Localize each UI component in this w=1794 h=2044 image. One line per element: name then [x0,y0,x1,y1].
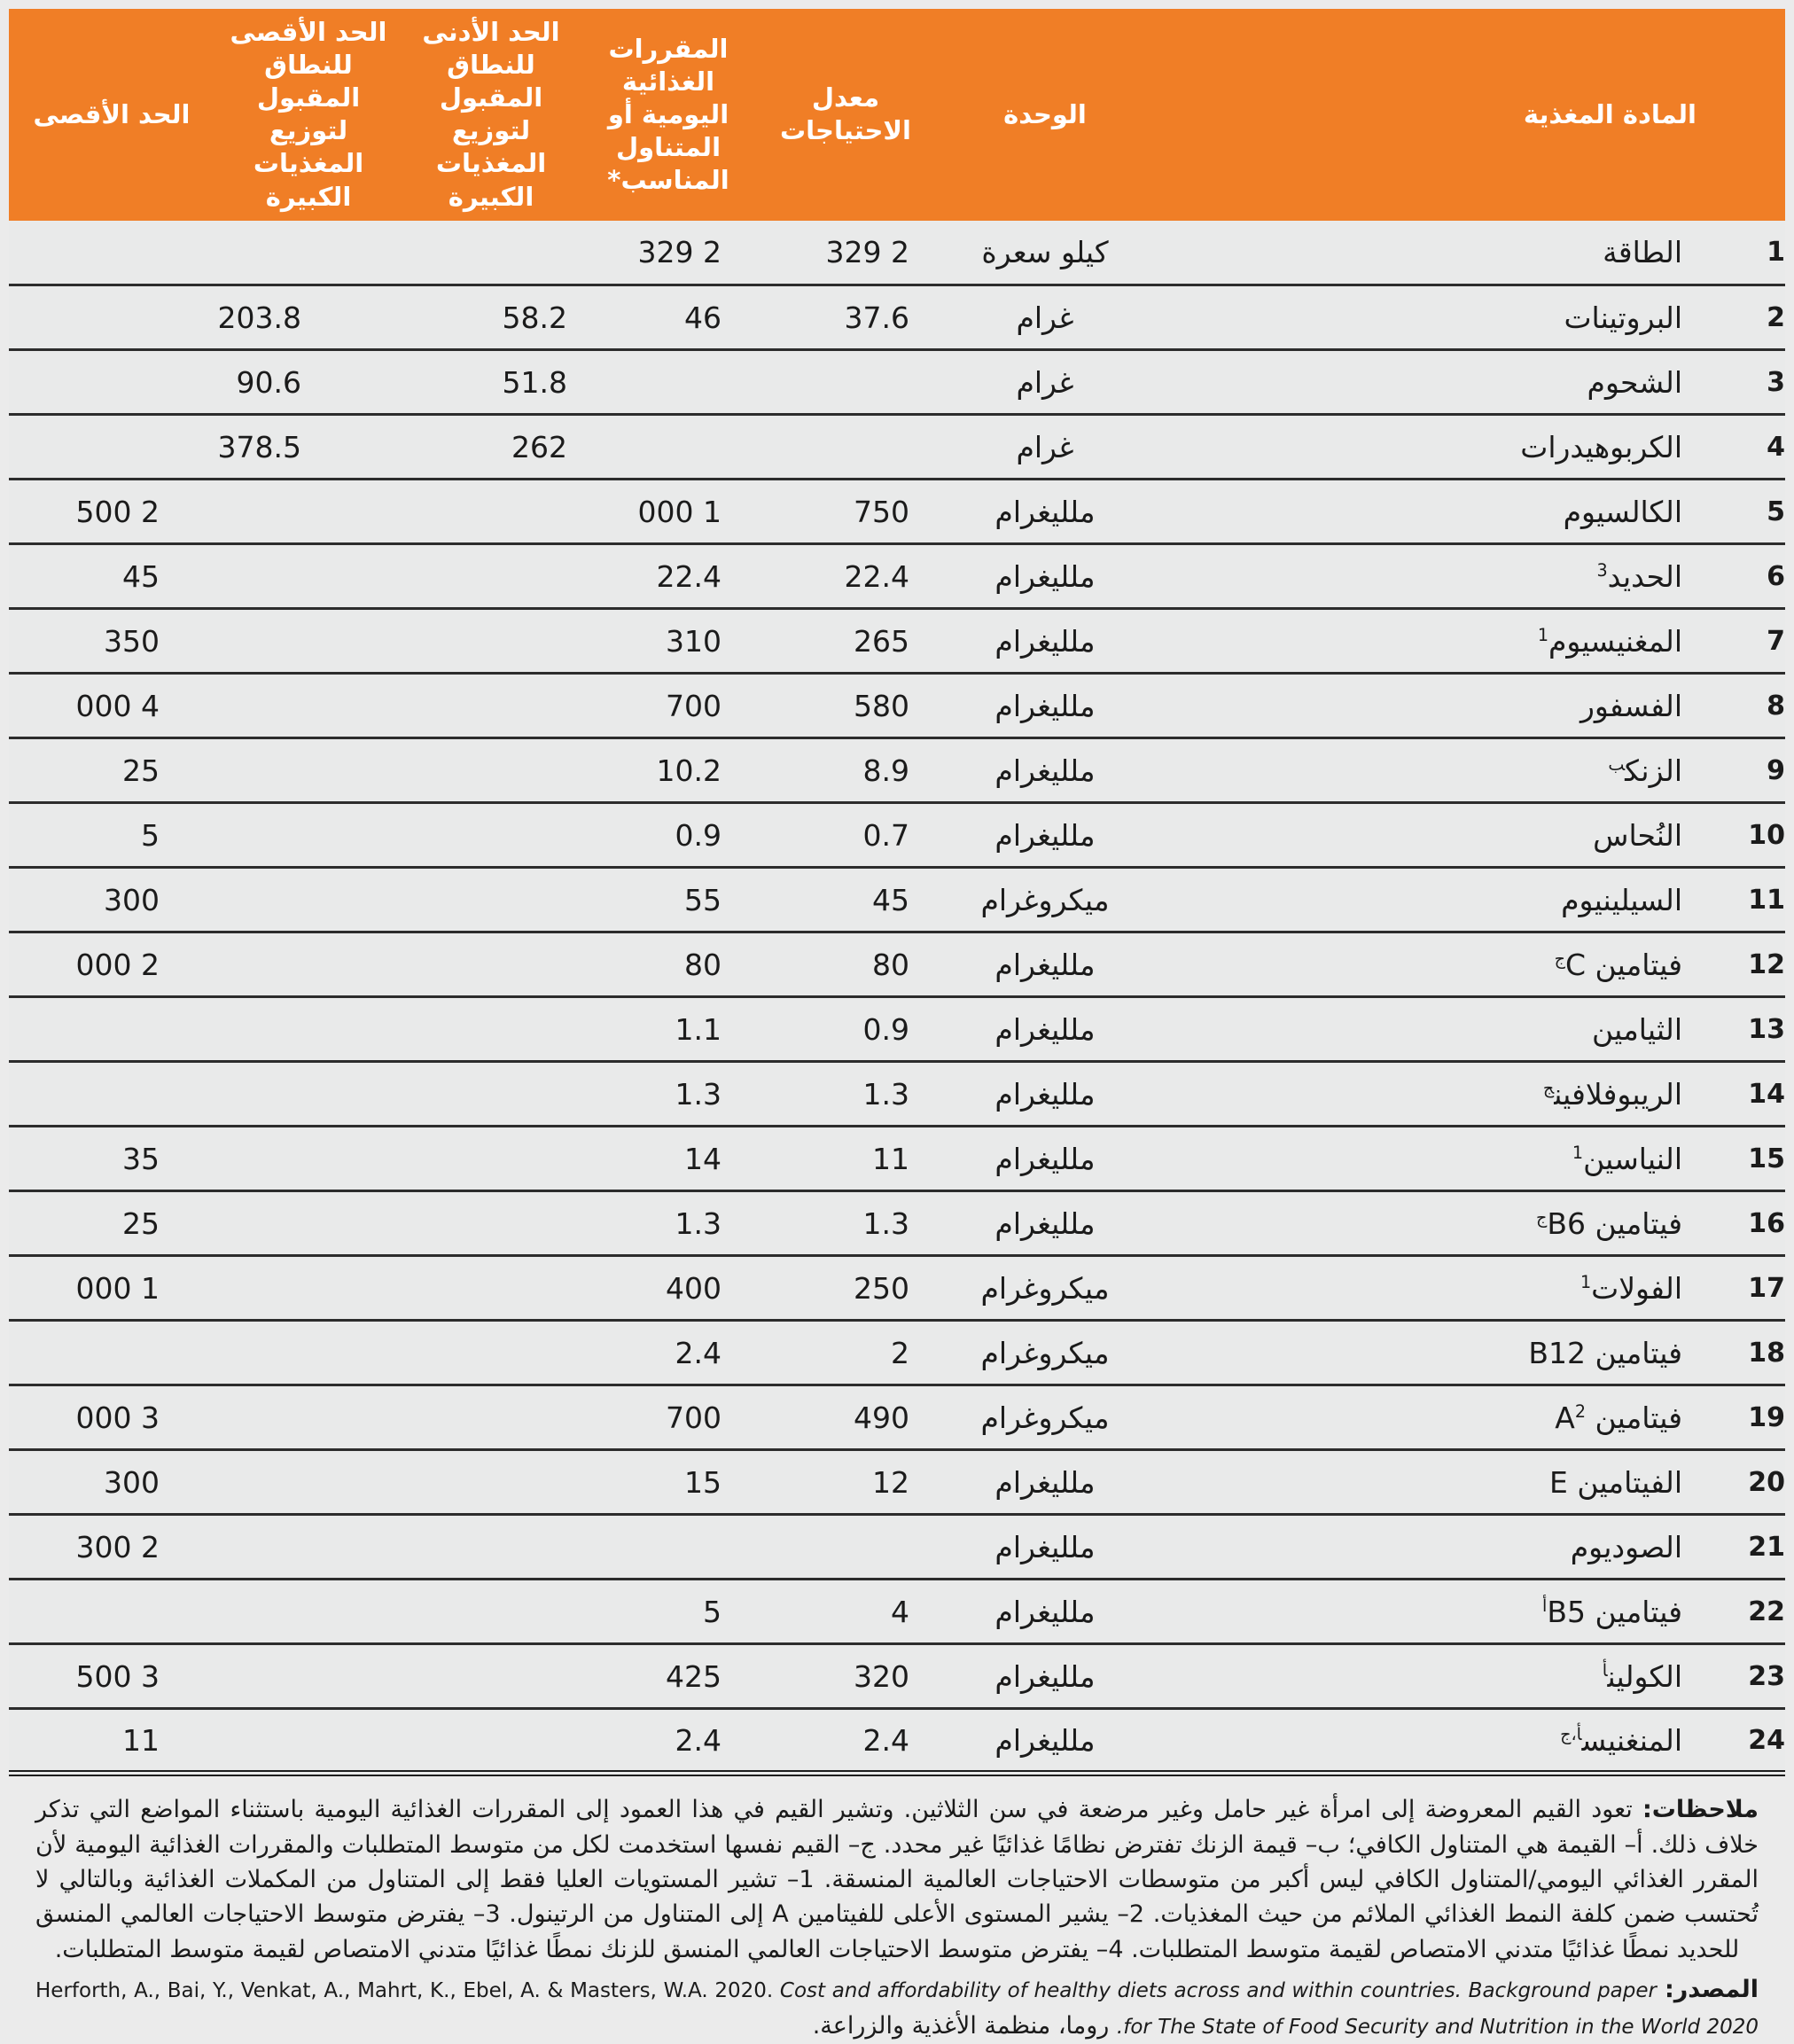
nutrient-name: الريبوفلافين [1554,1076,1682,1112]
nutrient-name-cell [1156,997,1705,1062]
unit-cell: ملليغرام [934,803,1156,868]
recommended-allowance-cell: 15 [580,1450,757,1515]
nutrient-name-cell [1156,738,1705,803]
table-row [9,1062,1785,1127]
recommended-allowance-cell: 400 [580,1256,757,1321]
unit-cell: ميكروغرام [934,868,1156,932]
amdr-upper-limit-cell [214,803,402,868]
column-header-upper-limit: الحد الأقصى [9,9,214,221]
nutrient-footnote-superscript: ب [1608,753,1626,775]
recommended-allowance-cell: 1.3 [580,1062,757,1127]
amdr-upper-limit-cell: 378.5 [214,415,402,480]
table-row [9,350,1785,415]
upper-limit-cell: 2 000 [9,932,214,997]
table-body [9,221,1785,1774]
report-table-page [9,9,1785,2044]
table-row [9,803,1785,868]
amdr-upper-limit-cell [214,1580,402,1644]
upper-limit-cell: 2 500 [9,480,214,544]
average-requirement-cell: 37.6 [757,285,934,350]
table-source [35,1972,1759,2044]
average-requirement-cell: 2 329 [757,221,934,285]
amdr-lower-limit-cell [402,932,580,997]
row-number: 17 [1705,1256,1785,1321]
table-row [9,1515,1785,1580]
nutrient-name-cell [1156,1256,1705,1321]
unit-cell: ميكروغرام [934,1385,1156,1450]
table-row [9,544,1785,609]
unit-cell: ميكروغرام [934,1321,1156,1385]
upper-limit-cell: 25 [9,1191,214,1256]
nutrient-name: الصوديوم [1570,1529,1682,1564]
amdr-upper-limit-cell [214,1385,402,1450]
unit-cell: ملليغرام [934,1450,1156,1515]
upper-limit-cell [9,415,214,480]
unit-cell: ملليغرام [934,1191,1156,1256]
upper-limit-cell [9,1321,214,1385]
source-authors: Herforth, A., Bai, Y., Venkat, A., Mahrt, K., Ebel, A. & Masters, W.A. 2020. [35,1979,780,2003]
upper-limit-cell: 45 [9,544,214,609]
upper-limit-cell [9,221,214,285]
table-row [9,1385,1785,1450]
amdr-upper-limit-cell [214,1256,402,1321]
unit-cell: ملليغرام [934,1709,1156,1774]
amdr-lower-limit-cell: 58.2 [402,285,580,350]
nutrient-name: الزنك [1625,753,1682,788]
table-row [9,1256,1785,1321]
amdr-upper-limit-cell [214,1321,402,1385]
nutrient-name-cell [1156,1580,1705,1644]
nutrient-name-cell [1156,868,1705,932]
amdr-lower-limit-cell [402,803,580,868]
average-requirement-cell: 12 [757,1450,934,1515]
column-header-unit: الوحدة [934,9,1156,221]
nutrient-name-cell [1156,285,1705,350]
amdr-upper-limit-cell [214,738,402,803]
recommended-allowance-cell [580,350,757,415]
table-row [9,285,1785,350]
upper-limit-cell: 5 [9,803,214,868]
amdr-upper-limit-cell [214,609,402,674]
table-row [9,1709,1785,1774]
row-number: 20 [1705,1450,1785,1515]
column-header-recommended-daily-allowance: المقررات الغذائية اليومية أو المتناول المناسب* [580,9,757,221]
recommended-allowance-cell: 0.9 [580,803,757,868]
nutrient-name: الحديد [1607,558,1682,594]
amdr-upper-limit-cell [214,1709,402,1774]
amdr-upper-limit-cell [214,868,402,932]
upper-limit-cell [9,1062,214,1127]
amdr-lower-limit-cell [402,1256,580,1321]
amdr-lower-limit-cell [402,1191,580,1256]
table-row [9,1450,1785,1515]
row-number: 19 [1705,1385,1785,1450]
nutrient-name-cell [1156,609,1705,674]
nutrient-name: الفولات [1591,1270,1682,1306]
nutrient-name-cell [1156,1191,1705,1256]
amdr-lower-limit-cell [402,997,580,1062]
nutrient-name-cell [1156,1515,1705,1580]
amdr-upper-limit-cell [214,1062,402,1127]
nutrient-name: المغنيسيوم [1548,623,1682,659]
amdr-lower-limit-cell [402,1127,580,1191]
row-number: 10 [1705,803,1785,868]
row-number: 23 [1705,1644,1785,1709]
nutrient-name: فيتامين C [1564,947,1682,982]
average-requirement-cell: 11 [757,1127,934,1191]
table-header [9,9,1785,221]
amdr-upper-limit-cell [214,1450,402,1515]
amdr-lower-limit-cell [402,609,580,674]
unit-cell: ملليغرام [934,1062,1156,1127]
table-row [9,674,1785,738]
amdr-upper-limit-cell [214,674,402,738]
nutrient-name: فيتامين B6 [1547,1205,1682,1241]
recommended-allowance-cell: 700 [580,1385,757,1450]
nutrient-footnote-superscript: 1 [1537,624,1548,645]
unit-cell: ملليغرام [934,609,1156,674]
average-requirement-cell: 2 [757,1321,934,1385]
upper-limit-cell: 11 [9,1709,214,1774]
table-row [9,1321,1785,1385]
column-header-amdr-upper-limit: الحد الأقصى للنطاق المقبول لتوزيع المغذيات الكبيرة [214,9,402,221]
nutrient-name: الثيامين [1592,1011,1682,1047]
nutrient-name: البروتينات [1564,300,1682,335]
amdr-upper-limit-cell [214,221,402,285]
row-number: 3 [1705,350,1785,415]
average-requirement-cell: 45 [757,868,934,932]
nutrient-footnote-superscript: ج [1542,1077,1555,1098]
nutrient-name-cell [1156,480,1705,544]
source-citation-title: Cost and affordability of healthy diets across and within countries. Background paper for The State of Food Security and Nutrition in the World 2020. [779,1979,1759,2039]
amdr-lower-limit-cell [402,674,580,738]
recommended-allowance-cell: 425 [580,1644,757,1709]
amdr-lower-limit-cell: 262 [402,415,580,480]
unit-cell: ملليغرام [934,1515,1156,1580]
unit-cell: غرام [934,415,1156,480]
notes-label: ملاحظات: [1642,1796,1759,1824]
average-requirement-cell [757,415,934,480]
unit-cell: ملليغرام [934,1644,1156,1709]
column-header-average-requirement: معدل الاحتياجات [757,9,934,221]
amdr-lower-limit-cell: 51.8 [402,350,580,415]
nutrient-name: فيتامين B12 [1528,1335,1682,1370]
row-number: 4 [1705,415,1785,480]
nutrient-name-cell [1156,350,1705,415]
nutrient-name-cell [1156,1450,1705,1515]
average-requirement-cell: 1.3 [757,1062,934,1127]
nutrient-name: فيتامين B5 [1547,1594,1682,1629]
table-row [9,480,1785,544]
nutrient-footnote-superscript: ج [1554,948,1565,969]
average-requirement-cell: 0.9 [757,997,934,1062]
unit-cell: ملليغرام [934,997,1156,1062]
table-row [9,997,1785,1062]
amdr-lower-limit-cell [402,544,580,609]
column-header-amdr-lower-limit: الحد الأدنى للنطاق المقبول لتوزيع المغذيات الكبيرة [402,9,580,221]
unit-cell: ملليغرام [934,674,1156,738]
average-requirement-cell [757,1515,934,1580]
amdr-lower-limit-cell [402,1450,580,1515]
nutrient-name-cell [1156,803,1705,868]
nutrient-footnote-superscript: ج [1536,1206,1548,1228]
row-number: 14 [1705,1062,1785,1127]
unit-cell: كيلو سعرة [934,221,1156,285]
table-row [9,932,1785,997]
nutrient-name: النياسين [1583,1141,1682,1176]
average-requirement-cell: 8.9 [757,738,934,803]
nutrient-name: الفيتامين E [1549,1464,1682,1500]
row-number: 6 [1705,544,1785,609]
average-requirement-cell: 2.4 [757,1709,934,1774]
nutrient-name-cell [1156,1644,1705,1709]
amdr-lower-limit-cell [402,1062,580,1127]
average-requirement-cell: 0.7 [757,803,934,868]
nutrient-name: فيتامين A [1555,1400,1682,1435]
upper-limit-cell: 35 [9,1127,214,1191]
upper-limit-cell: 300 [9,1450,214,1515]
amdr-upper-limit-cell [214,480,402,544]
amdr-lower-limit-cell [402,1385,580,1450]
recommended-allowance-cell: 2.4 [580,1709,757,1774]
table-notes [35,1792,1759,1967]
upper-limit-cell [9,1580,214,1644]
amdr-lower-limit-cell [402,1321,580,1385]
row-number: 18 [1705,1321,1785,1385]
nutrient-name-cell [1156,674,1705,738]
amdr-upper-limit-cell: 203.8 [214,285,402,350]
row-number: 2 [1705,285,1785,350]
amdr-upper-limit-cell [214,1644,402,1709]
recommended-allowance-cell: 46 [580,285,757,350]
unit-cell: غرام [934,285,1156,350]
nutrient-name: الشحوم [1587,364,1682,400]
amdr-lower-limit-cell [402,480,580,544]
nutrient-name: الطاقة [1603,234,1682,269]
recommended-allowance-cell: 5 [580,1580,757,1644]
unit-cell: ملليغرام [934,544,1156,609]
upper-limit-cell: 25 [9,738,214,803]
nutrient-name-cell [1156,1321,1705,1385]
unit-cell: ملليغرام [934,480,1156,544]
amdr-lower-limit-cell [402,1515,580,1580]
nutrient-name: الكربوهيدرات [1520,429,1682,464]
nutrient-name-cell [1156,544,1705,609]
upper-limit-cell: 1 000 [9,1256,214,1321]
upper-limit-cell: 300 [9,868,214,932]
row-number: 15 [1705,1127,1785,1191]
row-number: 1 [1705,221,1785,285]
amdr-lower-limit-cell [402,868,580,932]
row-number: 11 [1705,868,1785,932]
recommended-allowance-cell: 80 [580,932,757,997]
recommended-allowance-cell: 1.3 [580,1191,757,1256]
unit-cell: ملليغرام [934,1127,1156,1191]
nutrient-name-cell [1156,1127,1705,1191]
nutrient-name: النُحاس [1593,817,1682,853]
nutrient-footnote-superscript: 1 [1572,1142,1584,1163]
recommended-allowance-cell: 10.2 [580,738,757,803]
row-number: 22 [1705,1580,1785,1644]
amdr-lower-limit-cell [402,738,580,803]
table-row [9,415,1785,480]
nutrient-name-cell [1156,415,1705,480]
amdr-lower-limit-cell [402,1580,580,1644]
table-row [9,738,1785,803]
row-number: 21 [1705,1515,1785,1580]
average-requirement-cell [757,350,934,415]
table-row [9,1644,1785,1709]
amdr-lower-limit-cell [402,1709,580,1774]
average-requirement-cell: 80 [757,932,934,997]
upper-limit-cell: 4 000 [9,674,214,738]
table-row [9,221,1785,285]
average-requirement-cell: 750 [757,480,934,544]
amdr-upper-limit-cell [214,544,402,609]
source-label: المصدر: [1664,1976,1759,2004]
nutrient-footnote-superscript: أ [1602,1659,1608,1681]
nutrient-footnote-superscript: 3 [1596,559,1608,581]
nutrient-name: السيلينيوم [1561,882,1682,917]
recommended-allowance-cell: 310 [580,609,757,674]
unit-cell: غرام [934,350,1156,415]
nutrient-name-cell [1156,1062,1705,1127]
recommended-allowance-cell: 1.1 [580,997,757,1062]
nutrient-name-cell [1156,932,1705,997]
nutrient-name-cell [1156,1385,1705,1450]
upper-limit-cell [9,997,214,1062]
row-number: 16 [1705,1191,1785,1256]
column-header-nutrient: المادة المغذية [1156,9,1705,221]
upper-limit-cell: 2 300 [9,1515,214,1580]
table-row [9,1580,1785,1644]
nutrient-footnote-superscript: 1 [1580,1271,1592,1292]
average-requirement-cell: 4 [757,1580,934,1644]
average-requirement-cell: 580 [757,674,934,738]
upper-limit-cell: 3 500 [9,1644,214,1709]
unit-cell: ملليغرام [934,738,1156,803]
nutrient-name: الكالسيوم [1563,494,1682,529]
unit-cell: ملليغرام [934,932,1156,997]
row-number: 5 [1705,480,1785,544]
average-requirement-cell: 265 [757,609,934,674]
nutrient-footnote-superscript: 2 [1574,1400,1586,1422]
nutrient-footnote-superscript: أ،ج [1560,1723,1582,1744]
amdr-upper-limit-cell [214,1515,402,1580]
recommended-allowance-cell: 55 [580,868,757,932]
recommended-allowance-cell: 1 000 [580,480,757,544]
amdr-upper-limit-cell [214,1191,402,1256]
nutrient-name-cell [1156,221,1705,285]
table-row [9,609,1785,674]
amdr-upper-limit-cell [214,1127,402,1191]
upper-limit-cell: 350 [9,609,214,674]
amdr-upper-limit-cell: 90.6 [214,350,402,415]
upper-limit-cell [9,285,214,350]
upper-limit-cell [9,350,214,415]
column-header-number [1705,9,1785,221]
nutrition-requirements-table [9,9,1785,1776]
notes-text: تعود القيم المعروضة إلى امرأة غير حامل وغير مرضعة في سن الثلاثين. وتشير القيم في هذا العمود إلى المقررات الغذائية اليومية باستثناء المواضع التي تذكر خلاف ذلك. أ– القيمة هي المتناول الكافي؛ ب– قيمة الزنك تفترض نظامًا غذائيًا غير محدد. ج– القيم نفسها استخدمت لكل من متوسط المتطلبات والمقررات الغذائية اليومية لأن المقرر الغذائي اليومي/المتناول الكافي ليس أكبر من متوسطات الاحتياجات العالمية المنسقة. 1– تشير المستويات العليا فقط إلى المتناول من المكملات الغذائية وبالتالي لا تُحتسب ضمن كلفة النمط الغذائي الملائم من حيث المغذيات. 2– يشير المستوى الأعلى للفيتامين A إلى المتناول من الرتينول. 3– يفترض متوسط الاحتياجات العالمي المنسق للحديد نمطًا غذائيًا متدني الامتصاص لقيمة متوسط المتطلبات. 4– يفترض متوسط الاحتياجات العالمي المنسق للزنك نمطًا غذائيًا متدني الامتصاص لقيمة متوسط المتطلبات. [35,1796,1759,1963]
recommended-allowance-cell: 14 [580,1127,757,1191]
average-requirement-cell: 320 [757,1644,934,1709]
nutrient-footnote-superscript: أ [1542,1595,1548,1616]
row-number: 13 [1705,997,1785,1062]
average-requirement-cell: 250 [757,1256,934,1321]
average-requirement-cell: 22.4 [757,544,934,609]
unit-cell: ميكروغرام [934,1256,1156,1321]
amdr-lower-limit-cell [402,1644,580,1709]
nutrient-name: المنغنيس [1581,1722,1682,1758]
row-number: 8 [1705,674,1785,738]
amdr-upper-limit-cell [214,997,402,1062]
row-number: 24 [1705,1709,1785,1774]
average-requirement-cell: 1.3 [757,1191,934,1256]
row-number: 7 [1705,609,1785,674]
recommended-allowance-cell: 2.4 [580,1321,757,1385]
amdr-upper-limit-cell [214,932,402,997]
table-row [9,868,1785,932]
table-row [9,1127,1785,1191]
amdr-lower-limit-cell [402,221,580,285]
unit-cell: ملليغرام [934,1580,1156,1644]
recommended-allowance-cell: 700 [580,674,757,738]
average-requirement-cell: 490 [757,1385,934,1450]
table-row [9,1191,1785,1256]
nutrient-name: الفسفور [1580,688,1682,723]
nutrient-name-cell [1156,1709,1705,1774]
recommended-allowance-cell: 2 329 [580,221,757,285]
nutrient-name: الكولين [1607,1658,1682,1694]
source-tail: روما، منظمة الأغذية والزراعة. [812,2011,1117,2040]
row-number: 12 [1705,932,1785,997]
recommended-allowance-cell [580,1515,757,1580]
upper-limit-cell: 3 000 [9,1385,214,1450]
recommended-allowance-cell: 22.4 [580,544,757,609]
recommended-allowance-cell [580,415,757,480]
row-number: 9 [1705,738,1785,803]
